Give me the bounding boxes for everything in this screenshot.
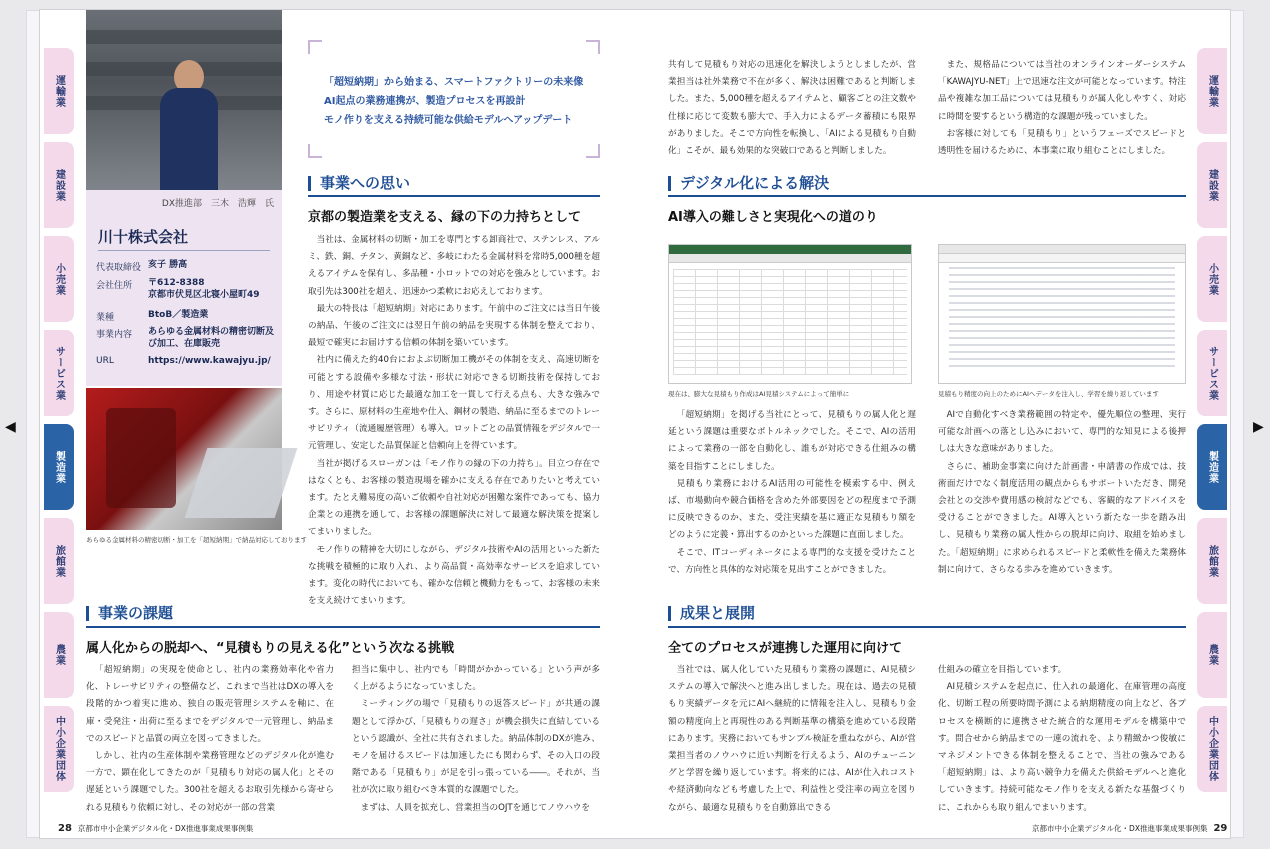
section-body-3-col1	[668, 407, 916, 579]
tab-industry-7[interactable]: 中小企業団体	[1197, 706, 1227, 792]
continued-body-col2	[938, 57, 1186, 161]
paragraph: しかし、社内の生産体制や業務管理などのデジタル化が進む一方で、顕在化してきたのが「見積もり対応の属人化」とその遅延という課題でした。300社を超えるお取引先様から寄せられる見積もり依頼に対し、その対応が一部の営業	[86, 751, 334, 813]
section-title-3: デジタル化による解決	[668, 176, 829, 191]
page-number-right: 29	[1213, 823, 1228, 834]
tab-industry-4[interactable]: 製造業	[44, 424, 74, 510]
company-profile: DX推進部 三木 浩輝 氏 川十株式会社 代表取締役 亥子 勝高 会社住所 〒612-8388 京都市伏見区北寝小屋町49 業種 BtoB／製造業 事業内容 あらゆる金属材料の精密切断及び加工、在庫販売 URL https://www.kawajyu.jp/	[86, 10, 282, 386]
paragraph: 最大の特長は「超短納期」対応にあります。午前中のご注文には当日午後の納品、午後のご注文には翌日午前の納品を実現する体制を整えており、最短で確実にお届けする信頼の体制を築いています。	[308, 303, 600, 349]
section-body-2-col2	[352, 662, 600, 813]
footer-left: 28 京都市中小企業デジタル化・DX推進事業成果事例集	[58, 823, 254, 834]
tab-industry-5[interactable]: 旅館業	[1197, 518, 1227, 604]
section-subtitle-4: 全てのプロセスが連携した運用に向けて	[668, 641, 903, 656]
paragraph: AI見積システムを起点に、仕入れの最適化、在庫管理の高度化、切断工程の所要時間予測による納期精度の向上など、各プロセスを横断的に連携させた統合的な運用モデルを構築中です。問合せから納品までの一連の流れを、より精緻かつ俊敏にマネジメントできる体制を整えることで、当社の強みである「超短納期」は、より高い競争力を備えた供給モデルへと進化していきます。持続可能なモノ作りを支える新たな基盤づくりに、これからも取り組んでまいります。	[938, 682, 1186, 813]
catch-line-2: AI起点の業務連携が、製造プロセスを再設計	[324, 96, 526, 107]
machine-caption: あらゆる金属材料の精密切断・加工を「超短納期」で納品対応しております	[86, 536, 307, 544]
catchphrase-box	[308, 40, 600, 158]
section-body-3-col2	[938, 407, 1186, 579]
paragraph: そこで、ITコーディネータによる専門的な支援を受けたことで、方向性と具体的な対応策を見出すことができました。	[668, 547, 916, 575]
paragraph: 見積もり業務におけるAI活用の可能性を模索する中、例えば、市場動向や競合価格を含めた外部要因をどの程度まで予測に反映できるのか、また、受注実績を基に適正な見積もり額をどのように定義・算出するのかといった課題に直面しました。	[668, 478, 916, 541]
paragraph: 社内に備えた約40台におよぶ切断加工機がその体制を支え、高速切断を可能とする設備や多様な寸法・形状に対応できる切断技術を保持しており、用途や材質に応じた最適な加工を一貫して行える点も、大きな強みです。さらに、原材料の生産地や仕入、鋼材の製造、納品に至るまでのトレーサビリティ（流通履歴管理）も導入。ロットごとの品質情報をデジタルで一元管理し、安定した品質保証と信頼向上を得ています。	[308, 355, 600, 452]
spreadsheet-caption: 現在は、膨大な見積もり作成はAI見積システムによって簡単に	[668, 390, 850, 398]
tab-industry-4[interactable]: 製造業	[1197, 424, 1227, 510]
paragraph: 仕組みの確立を目指しています。	[938, 665, 1067, 675]
tab-industry-2[interactable]: 小売業	[44, 236, 74, 322]
cutting-machine-photo	[86, 388, 282, 530]
section-title-4: 成果と展開	[668, 606, 755, 621]
company-name: 川十株式会社	[98, 228, 189, 246]
tab-industry-2[interactable]: 小売業	[1197, 236, 1227, 322]
paragraph: 「超短納期」を掲げる当社にとって、見積もりの属人化と遅延という課題は重要なボトルネックでした。そこで、AIの活用によって業務の一部を自動化し、誰もが対応できる仕組みの構築を目指すことにしました。	[668, 410, 916, 472]
section-rule-3	[668, 195, 1186, 197]
spreadsheet-screenshot	[668, 244, 912, 384]
section-subtitle-1: 京都の製造業を支える、縁の下の力持ちとして	[308, 210, 582, 225]
footer-right: 京都市中小企業デジタル化・DX推進事業成果事例集 29	[1032, 823, 1228, 834]
paragraph: 当社が掲げるスローガンは「モノ作りの縁の下の力持ち」。目立つ存在ではなくとも、お客様の製造現場を確かに支える存在でありたいと考えています。たとえ難易度の高いご依頼や自社対応が困難な案件であっても、協力企業との連携を通して、お客様の課題解決に対して最適な解決策を提案してまいりました。	[308, 458, 600, 538]
ai-chat-screenshot	[938, 244, 1186, 384]
tab-industry-0[interactable]: 運輸業	[44, 48, 74, 134]
company-url-link[interactable]: https://www.kawajyu.jp/	[148, 356, 271, 366]
page-number-left: 28	[58, 823, 72, 834]
section-rule-2	[86, 626, 600, 628]
paragraph: ミーティングの場で「見積もりの返答スピード」が共通の課題として浮かび、「見積もりの遅さ」が機会損失に直結しているという認識が、全社に共有されました。納品体制のDXが進み、モノを届けるスピードは加速したにも関わらず、その入口の段階である「見積もり」が足を引っ張っている――。それが、当社が次に取り組むべき本質的な課題でした。	[352, 699, 600, 796]
continued-body-col1	[668, 57, 916, 161]
section-rule-4	[668, 626, 1186, 628]
section-body-4-col1	[668, 662, 916, 813]
person-caption: DX推進部 三木 浩輝 氏	[161, 199, 274, 209]
industry-tabs-right	[1197, 48, 1227, 800]
paragraph: まずは、人員を拡充し、営業担当のOJTを通じてノウハウを	[360, 802, 590, 813]
catch-line-3: モノ作りを支える持続可能な供給モデルへアップデート	[324, 115, 573, 126]
catch-line-1: 「超短納期」から始まる、スマートファクトリーの未来像	[324, 77, 584, 88]
person-photo	[86, 10, 282, 190]
paragraph: AIで自動化すべき業務範囲の特定や、優先順位の整理、実行可能な計画への落とし込みにおいて、専門的な知見による後押しは大きな意味がありました。	[938, 410, 1186, 455]
paragraph: また、規格品については当社のオンラインオーダーシステム「KAWAJYU-NET」上で迅速な注文が可能となっています。特注品や複雑な加工品については見積もりが属人化しやすく、対応に時間を要するという構造的な課題が残っていました。	[938, 60, 1186, 122]
tab-industry-6[interactable]: 農業	[1197, 612, 1227, 698]
tab-industry-3[interactable]: サービス業	[1197, 330, 1227, 416]
section-body-2-col1	[86, 662, 334, 813]
tab-industry-5[interactable]: 旅館業	[44, 518, 74, 604]
tab-industry-3[interactable]: サービス業	[44, 330, 74, 416]
industry-tabs-left	[44, 48, 74, 800]
paragraph: 当社は、金属材料の切断・加工を専門とする卸商社で、ステンレス、アルミ、鉄、銅、チタン、黄銅など、多岐にわたる金属材料を常時5,000種を超えるアイテムを保有し、多品種・小ロットでの対応を強みとしています。お取引先は300社を超え、迅速かつ柔軟にお応えしております。	[308, 235, 600, 297]
section-subtitle-3: AI導入の難しさと実現化への道のり	[668, 210, 878, 225]
section-rule-1	[308, 195, 600, 197]
tab-industry-1[interactable]: 建設業	[1197, 142, 1227, 228]
paragraph: 「超短納期」の実現を使命とし、社内の業務効率化や省力化、トレーサビリティの整備など、これまで当社はDXの導入を段階的かつ着実に進め、独自の販売管理システムを軸に、在庫・受発注・出荷に至るまでをデジタルで一元管理し、納品までのスピードと品質の両立を図ってきました。	[86, 665, 334, 744]
paragraph: モノ作りの精神を大切にしながら、デジタル技術やAIの活用といった新たな挑戦を積極的に取り入れ、より高品質・高効率なサービスを追求しています。変化の時代においても、確かな信頼と機動力をもって、お客様の未来を支え続けてまいります。	[308, 544, 600, 607]
section-body-1	[308, 232, 600, 607]
page-stack-right	[1228, 10, 1244, 838]
tab-industry-0[interactable]: 運輸業	[1197, 48, 1227, 134]
previous-page-arrow-icon[interactable]: ◀	[5, 419, 16, 435]
paragraph: 当社では、属人化していた見積もり業務の課題に、AI見積システムの導入で解決へと進み出しました。現在は、過去の見積もり実績データを元にAIへ継続的に情報を注入し、見積もり金額の精度向上と再現性のある判断基準の構築を進めている段階にあります。実務においてもサンプル検証を重ねながら、AIが営業担当者のノウハウに近い判断を行えるよう、AIのチューニングと学習を繰り返しています。将来的には、AIが仕入れコストや経済動向なども考慮した上で、利益性と受注率の両立を図りながら、最適な見積もりを自動算出できる	[668, 665, 916, 813]
section-title-1: 事業への思い	[308, 176, 410, 191]
tab-industry-7[interactable]: 中小企業団体	[44, 706, 74, 792]
section-title-2: 事業の課題	[86, 606, 173, 621]
paragraph: さらに、補助金事業に向けた計画書・申請書の作成では、技術面だけでなく制度活用の観点からもサポートいただき、開発会社との交渉や費用感の検討などでも、客観的なアドバイスを受けることができました。AI導入という新たな一歩を踏み出し、見積もり業務の属人性からの脱却に向け、取組を始めました。「超短納期」に求められるスピードと柔軟性を備えた業務体制に向けて、さらなる歩みを進めていきます。	[938, 461, 1186, 575]
ai-chat-caption: 見積もり精度の向上のためにAIへデータを注入し、学習を繰り返しています	[938, 390, 1159, 398]
next-page-arrow-icon[interactable]: ▶	[1253, 419, 1264, 435]
section-body-4-col2	[938, 662, 1186, 813]
paragraph: 担当に集中し、社内でも「時間がかかっている」という声が多く上がるようになっていました。	[352, 665, 600, 693]
paragraph: お客様に対しても「見積もり」というフェーズでスピードと透明性を届けるために、本事業に取り組むことにしました。	[938, 128, 1186, 157]
paragraph: 共有して見積もり対応の迅速化を解決しようとしましたが、営業担当は社外業務で不在が多く、解決は困難であると判断しました。また、5,000種を超えるアイテムと、顧客ごとの注文数や仕様に応じて変数も膨大で、手入力によるデータ蓄積にも限界がありました。そこで方向性を転換し、「AIによる見積もり自動化」こそが、最も効果的な突破口であると判断しました。	[668, 60, 916, 157]
tab-industry-1[interactable]: 建設業	[44, 142, 74, 228]
tab-industry-6[interactable]: 農業	[44, 612, 74, 698]
section-subtitle-2: 属人化からの脱却へ、“見積もりの見える化”という次なる挑戦	[86, 641, 455, 656]
